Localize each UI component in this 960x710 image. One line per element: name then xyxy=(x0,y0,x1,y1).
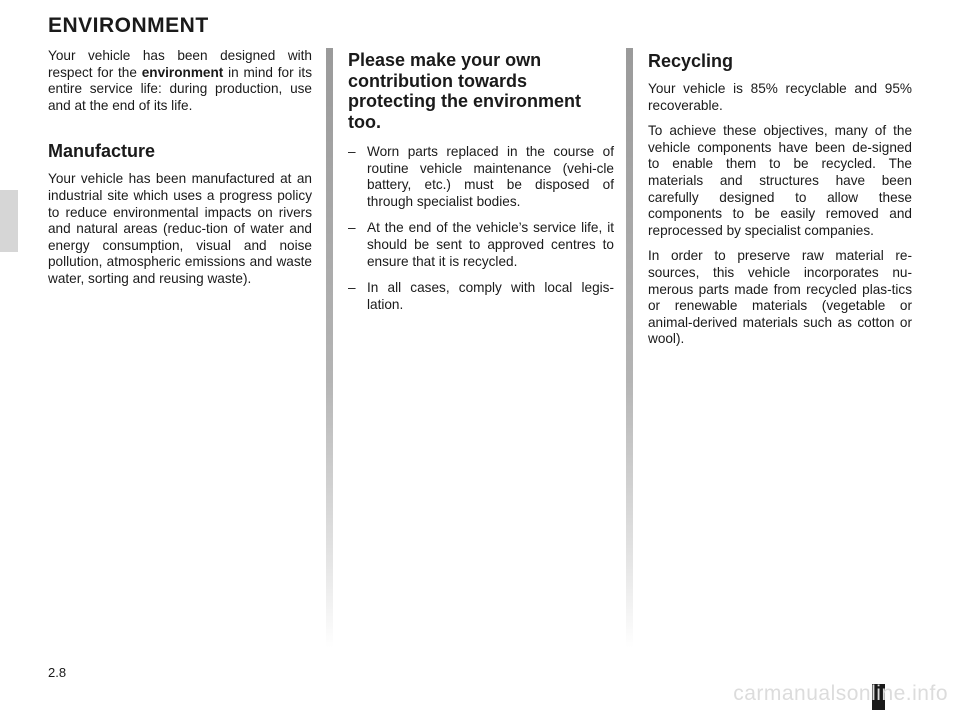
list-item-text: At the end of the vehicle’s service life, it should be sent to approved centres to ensure that it is recycled. xyxy=(367,220,614,269)
contribution-list xyxy=(348,144,614,313)
intro-text-after: in mind for its entire service life: during production, use and at the end of its life. xyxy=(48,64,313,113)
list-item-text: In all cases, comply with local legis-lation. xyxy=(367,280,614,312)
watermark: carmanualsonline.info xyxy=(733,682,948,705)
list-item-text: Worn parts replaced in the course of routine vehicle maintenance (vehi-cle battery, etc.) must be disposed of through specialist bodies. xyxy=(367,144,614,209)
page-number: 2.8 xyxy=(48,665,67,680)
manufacture-paragraph: Your vehicle has been manufactured at an industrial site which uses a progress policy to reduce environmental impacts on rivers and natural areas (reduc-tion of water and energy consumption, visual and noise pollution, atmospheric emissions and waste water, sorting and reusing waste). xyxy=(48,171,312,286)
column-introduction xyxy=(48,48,312,297)
column-divider xyxy=(626,48,633,648)
recycling-paragraph: Your vehicle is 85% recyclable and 95% recoverable. xyxy=(648,81,912,113)
column-contribution xyxy=(348,48,614,323)
page-title: ENVIRONMENT xyxy=(48,14,209,37)
list-item xyxy=(348,144,614,210)
chapter-tab xyxy=(0,190,18,252)
list-item xyxy=(348,220,614,270)
recycling-paragraph: To achieve these objectives, many of the vehicle components have been de-signed to enable them to be recycled. The materials and structures have been carefully designed to allow these components to be easily removed and reprocessed by specialist companies. xyxy=(648,123,912,238)
dash-bullet: – xyxy=(348,144,356,159)
contribution-heading: Please make your own contribution towards protecting the environment too. xyxy=(348,50,582,132)
column-divider xyxy=(326,48,333,648)
list-item xyxy=(348,280,614,313)
dash-bullet: – xyxy=(348,280,356,296)
recycling-heading: Recycling xyxy=(648,51,734,71)
dash-bullet: – xyxy=(348,220,356,236)
recycling-paragraph: In order to preserve raw material re-sources, this vehicle incorporates nu-merous parts made from recycled plas-tics or renewable materials (vegetable or animal-derived materials such as cotton or wool). xyxy=(648,248,912,347)
manufacture-heading: Manufacture xyxy=(48,141,156,162)
column-recycling xyxy=(648,48,912,357)
intro-keyword: environment xyxy=(141,64,224,80)
intro-text-before: Your vehicle has been designed with respect for the xyxy=(48,48,312,80)
intro-paragraph xyxy=(48,48,312,114)
